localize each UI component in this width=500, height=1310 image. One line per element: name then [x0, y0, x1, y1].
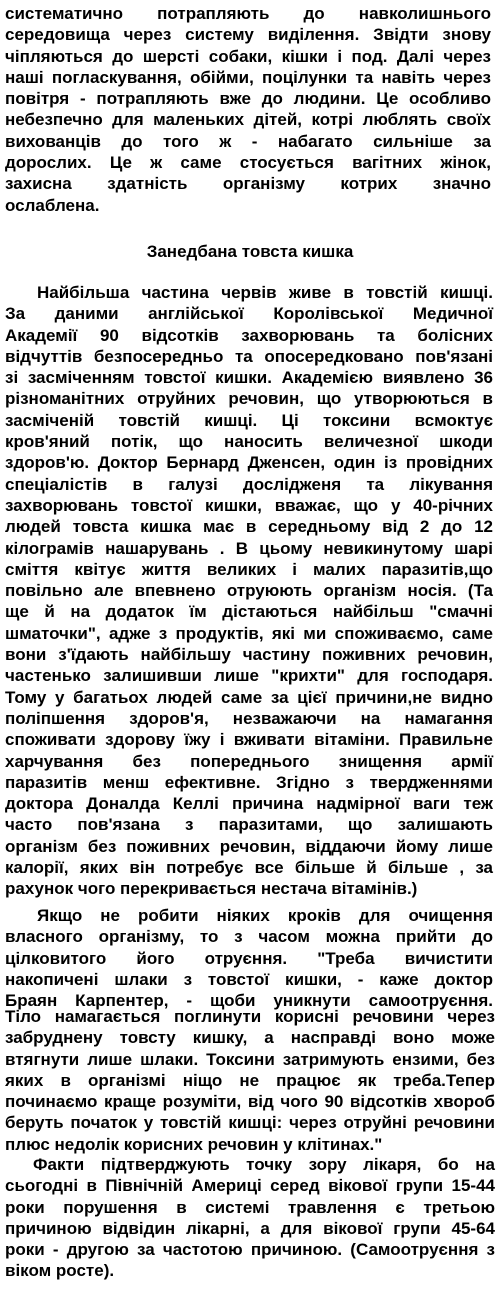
text-line: ослаблена.	[5, 195, 100, 215]
paragraph-4	[5, 1006, 495, 1155]
text-line: Тому у багатьох людей саме за цієї причини,не видно	[5, 687, 493, 707]
text-line: рахунок чого перекривається нестача вітамінів.)	[5, 879, 418, 899]
text-line: яких в організмі ніщо не працює як треба.Тепер	[5, 1070, 495, 1090]
text-line: вони з'їдають найбільшу частину поживних речовин,	[5, 645, 493, 665]
text-line: починаємо краще розуміти, від чого 90 відсотків хвороб	[5, 1092, 495, 1112]
text-line: доктора Доналда Келлі причина надмірної ваги теж	[5, 794, 493, 814]
text-line: Факти підтверджують точку зору лікаря, бо на	[33, 1155, 495, 1174]
text-line: беруть початок у товстій кишці: через отруйні речовини	[5, 1113, 495, 1133]
text-line: віком росте).	[5, 1261, 115, 1281]
text-line: здоров'ю. Доктор Бернард Дженсен, один із провідних	[5, 453, 493, 473]
text-line: цілковитого його отруєння. "Треба вичистити	[5, 948, 493, 968]
text-line: харчування без попереднього знищення армії	[5, 751, 493, 771]
text-line: кілограмів нашарувань . В цьому невикинутому шарі	[5, 538, 493, 558]
text-line: калорії, яких він потребує все більше й більше , за	[5, 858, 493, 878]
text-line: чіпляються до шерсті собаки, кішки і под. Далі через	[5, 46, 491, 66]
text-line: причиною відвідин лікарні, а для вікової групи 45-64	[5, 1218, 495, 1238]
paragraph-3	[5, 905, 493, 1011]
text-line: Якщо не робити ніяких кроків для очищення	[37, 906, 493, 925]
paragraph-5	[5, 1154, 495, 1282]
text-line: часто пов'язана з паразитами, що залишають	[5, 815, 493, 835]
text-line: Браян Карпентер, - щоби уникнути самоотруєння.	[5, 991, 493, 1011]
text-line: вихованців до того ж - набагато сильніше за	[5, 131, 491, 151]
text-line: роки порушення в системі травлення є третьою	[5, 1197, 495, 1217]
text-line: плюс недолік корисних речовин у клітинах."	[5, 1134, 383, 1154]
text-line: паразитів менш ефективне. Згідно з твердженнями	[5, 772, 493, 792]
text-line: повільно але впевнено отруюють організм носія. (Та	[5, 581, 493, 601]
text-line: частенько залишивши лише "крихти" для господаря.	[5, 666, 493, 686]
text-line: захисна здатність організму котрих значно	[5, 174, 491, 194]
text-line: зі засміченням товстої кишки. Академією виявлено 36	[5, 368, 493, 388]
text-line: небезпечно для маленьких дітей, котрі люблять своїх	[5, 110, 491, 130]
text-line: забруднену товсту кишку, а насправді воно може	[5, 1028, 495, 1048]
text-line: різноманітних отруйних речовин, що утворюються в	[5, 389, 493, 409]
text-line: Тіло намагається поглинути корисні речовини через	[5, 1007, 495, 1026]
text-line: дорослих. Це ж саме стосується вагітних жінок,	[5, 153, 491, 173]
text-line: поліпшення здоров'я, незважаючи на намагання	[5, 708, 493, 728]
text-line: засміченій товстій кишці. Ці токсини всмоктує	[5, 410, 493, 430]
text-line: повітря - потрапляють вже до людини. Це особливо	[5, 89, 491, 109]
text-line: наші погласкування, обійми, поцілунки та навіть через	[5, 67, 491, 87]
text-line: систематично потрапляють до навколишнього	[5, 4, 491, 23]
text-line: шматочки", адже з продуктів, які ми споживаємо, саме	[5, 623, 493, 643]
text-line: середовища через систему виділення. Звідти знову	[5, 25, 491, 45]
text-line: втягнути лише шлаки. Токсини затримують ензими, без	[5, 1049, 495, 1069]
section-heading: Занедбана товста кишка	[146, 242, 354, 261]
text-line: організм без поживних речовин, віддаючи йому лише	[5, 836, 493, 856]
text-line: ще й на додаток їм дістаються найбільш "смачні	[5, 602, 493, 622]
text-line: накопичені шлаки з товстої кишки, - каже доктор	[5, 969, 493, 989]
text-line: За даними англійської Королівської Медичної	[5, 304, 493, 324]
text-line: захворювань товстої кишки, вважає, що у 40-річних	[5, 495, 493, 515]
text-line: Академії 90 відсотків захворювань та болісних	[5, 325, 493, 345]
text-line: сміття квітує життя великих і малих паразитів,що	[5, 559, 493, 579]
text-line: людей товста кишка має в середньому від 2 до 12	[5, 517, 493, 537]
text-line: власного організму, то з часом можна прийти до	[5, 927, 493, 947]
paragraph-2	[5, 282, 493, 900]
text-line: сьогодні в Північній Америці серед вікової групи 15-44	[5, 1176, 495, 1196]
text-line: спеціалістів в галузі дослідженя та лікування	[5, 474, 493, 494]
text-line: споживати здорову їжу і вживати вітаміни. Правильне	[5, 730, 493, 750]
text-line: Найбільша частина червів живе в товстій кишці.	[37, 283, 493, 302]
paragraph-1	[5, 3, 491, 216]
text-line: кров'яний потік, що наносить величезної шкоди	[5, 432, 493, 452]
text-line: відчуттів безпосередньо та опосередковано пов'язані	[5, 346, 493, 366]
text-line: роки - другою за частотою причиною. (Самоотруєння з	[5, 1240, 495, 1260]
